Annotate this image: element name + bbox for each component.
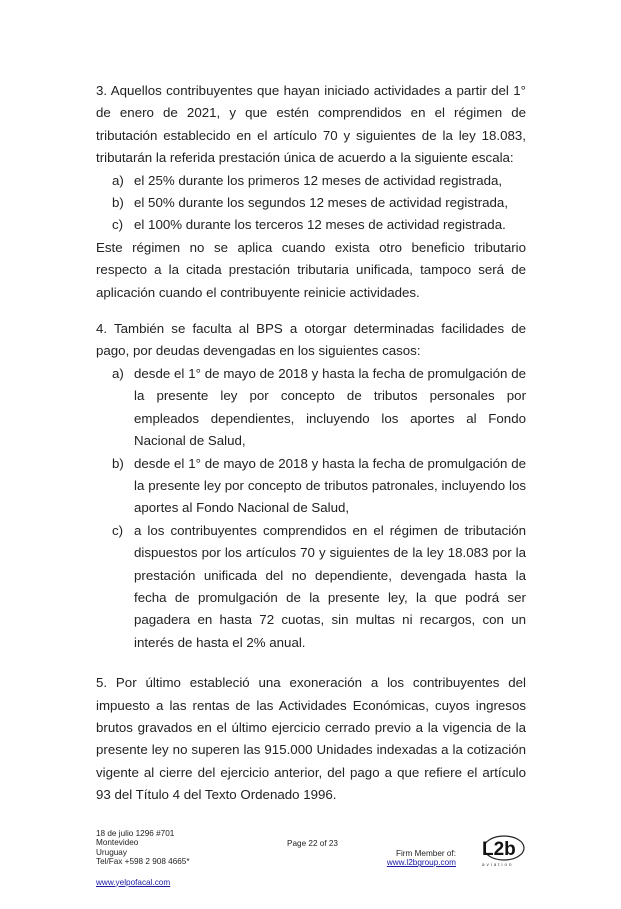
list-item [96, 170, 526, 192]
list-marker: c) [112, 217, 124, 233]
footer-site [96, 878, 170, 888]
list-item [96, 520, 526, 654]
paragraph-5 [96, 672, 526, 806]
l2b-logo-icon [476, 833, 526, 869]
site-link[interactable]: www.yelpofacal.com [96, 877, 171, 887]
firm-member-label: Firm Member of: [395, 848, 456, 858]
list-item [96, 192, 526, 214]
list-item-text: el 25% durante los primeros 12 meses de actividad registrada, [134, 172, 503, 188]
paragraph-4-intro: 4. También se faculta al BPS a otorgar determinadas facilidades de pago, por deudas devengadas en los siguientes casos: [96, 321, 526, 359]
list-item-text: el 100% durante los terceros 12 meses de actividad registrada. [134, 217, 506, 233]
logo-text: L2b [482, 838, 516, 860]
list-marker: a) [112, 172, 124, 188]
address-line: 18 de julio 1296 #701 [96, 828, 175, 838]
paragraph-5-text: 5. Por último estableció una exoneración a los contribuyentes del impuesto a las rentas de las Actividades Económicas, cuyos ingresos brutos gravados en el último ejercicio cerrado previo a la vigencia de la presente ley no superen las 915.000 Unidades indexadas a la cotización vigente al cierre del ejercicio anterior, del pago a que refiere el artículo 93 del Título 4 del Texto Ordenado 1996. [96, 675, 526, 803]
paragraph-4-list [96, 363, 526, 654]
list-item [96, 214, 526, 236]
paragraph-3-closing: Este régimen no se aplica cuando exista otro beneficio tributario respecto a la citada prestación tributaria unificada, tampoco será de aplicación cuando el contribuyente reinicie actividades. [96, 239, 526, 300]
page-number: Page 22 of 23 [287, 838, 338, 848]
address-line: Uruguay [96, 847, 127, 857]
paragraph-3 [96, 80, 526, 304]
list-item-text: el 50% durante los segundos 12 meses de actividad registrada, [134, 195, 509, 211]
list-item-text: a los contribuyentes comprendidos en el régimen de tributación dispuestos por los artículos 70 y siguientes de la ley 18.083 por la prestación unificada del no dependiente, devengada hasta la fecha de promulgación de la presente ley, la que podrá ser pagadera en hasta 72 cuotas, sin multas ni recargos, con un interés de hasta el 2% anual. [134, 522, 526, 650]
list-marker: b) [112, 195, 124, 211]
list-item [96, 453, 526, 520]
paragraph-3-intro: 3. Aquellos contribuyentes que hayan iniciado actividades a partir del 1° de enero de 2021, y que estén comprendidos en el régimen de tributación establecido en el artículo 70 y siguientes de la ley 18.083, tributarán la referida prestación única de acuerdo a la siguiente escala: [96, 83, 526, 166]
firm-member [387, 849, 456, 868]
list-item-text: desde el 1° de mayo de 2018 y hasta la fecha de promulgación de la presente ley por concepto de tributos patronales, incluyendo los aportes al Fondo Nacional de Salud, [134, 455, 526, 516]
list-item-text: desde el 1° de mayo de 2018 y hasta la fecha de promulgación de la presente ley por concepto de tributos personales por empleados dependientes, incluyendo los aportes al Fondo Nacional de Salud, [134, 365, 526, 449]
list-marker: c) [112, 522, 124, 538]
paragraph-3-list [96, 170, 526, 237]
logo-subtext: aviation [482, 861, 514, 867]
paragraph-4 [96, 318, 526, 654]
list-marker: b) [112, 455, 124, 471]
address-line: Montevideo [96, 838, 139, 848]
list-item [96, 363, 526, 453]
footer-address [96, 829, 190, 867]
page-footer [96, 829, 526, 909]
address-line: Tel/Fax +598 2 908 4665* [96, 857, 190, 867]
firm-link[interactable]: www.l2bgroup.com [386, 858, 456, 868]
list-marker: a) [112, 365, 124, 381]
